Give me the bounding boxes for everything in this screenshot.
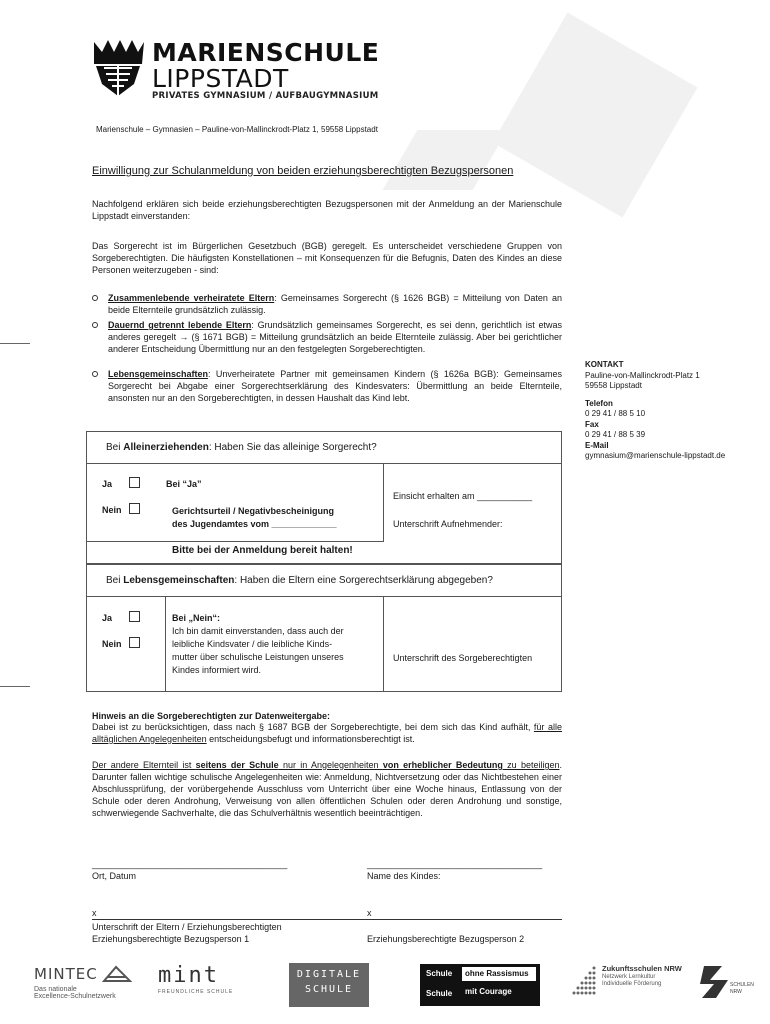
mintec-subline: Das nationale (34, 986, 77, 993)
table-divider (383, 596, 384, 692)
question-alleinerziehende: Bei Alleinerziehenden: Haben Sie das alleinige Sorgerecht? (106, 442, 377, 453)
person2-label: Erziehungsberechtigte Bezugsperson 2 (367, 934, 525, 944)
zukunft-title: Zukunftsschulen NRW (602, 964, 682, 973)
sor-smc-badge (420, 964, 540, 1006)
sor-schule-top: Schule (426, 969, 453, 978)
child-name-line: ___________________________________ (367, 859, 543, 869)
document-title: Einwilligung zur Schulanmeldung von beiden erziehungsberechtigten Bezugspersonen (92, 165, 514, 177)
place-date-label: Ort, Datum (92, 871, 137, 881)
ja-label: Ja (102, 479, 113, 489)
fax-label: Fax (585, 419, 599, 429)
email-label: E-Mail (585, 440, 609, 450)
nrw-label: NRW (730, 989, 742, 995)
table-divider (86, 596, 562, 597)
signature-receiver: Unterschrift Aufnehmender: (393, 519, 503, 529)
signature-x-2: x (367, 908, 372, 918)
contact-city: 59558 Lippstadt (585, 381, 642, 390)
mint-subline: FREUNDLICHE SCHULE (158, 989, 234, 995)
consent-line: mutter über schulische Leistungen unseres (172, 652, 344, 662)
digitale-line1: DIGITALE (296, 969, 362, 980)
signature-guardian: Unterschrift des Sorgeberechtigten (393, 653, 533, 663)
mint-wordmark: mint (158, 963, 219, 988)
bullet-item: Lebensgemeinschaften: Unverheiratete Partner mit gemeinsamen Kindern (§ 1626a BGB): Gemeinsames Sorgerecht bei Abgabe einer Sorgerechtserklärung des Kindesvaters: Übermittlung an beide Elternteile, ansonsten nur an den Sorgeberechtigten, in dessen Haushalt das Kind lebt. (108, 369, 562, 403)
consent-line: Ich bin damit einverstanden, dass auch der (172, 626, 344, 636)
dotted-triangle-icon (564, 964, 598, 998)
bei-nein-label: Bei „Nein“: (172, 613, 221, 623)
digitale-line2: SCHULE (304, 984, 354, 995)
zukunft-subline: Individuelle Förderung (602, 981, 662, 987)
place-date-line: _______________________________________ (92, 859, 288, 869)
zukunftsschulen-logo (564, 962, 694, 1002)
address-line: Marienschule – Gymnasien – Pauline-von-Mallinckrodt-Platz 1, 59558 Lippstadt (96, 125, 378, 134)
contact-block (585, 360, 765, 462)
ja-label: Ja (102, 613, 113, 623)
bullet-item: Dauernd getrennt lebende Eltern: Grundsätzlich gemeinsames Sorgerecht, es sei denn, gerichtlich ist etwas anderes geregelt → (§ 1671 BGB) = Mitteilung grundsätzlich an beide Elternteile zulässig. Aber bei gerichtlicher anderer Entscheidung Übermittlung nur an den festgelegten Sorgeberechtigten. (108, 320, 562, 354)
bei-ja-label: Bei “Ja” (166, 479, 202, 489)
consent-line: leibliche Kindsvater / die leibliche Kinds- (172, 639, 333, 649)
table-divider (165, 596, 166, 692)
school-name-line2: LIPPSTADT (152, 64, 289, 93)
sor-ohne-rassismus: ohne Rassismus (462, 967, 536, 981)
nein-checkbox[interactable] (129, 637, 140, 648)
mintec-logo (34, 965, 134, 1015)
bullet-item: Zusammenlebende verheiratete Eltern: Gemeinsames Sorgerecht (§ 1626 BGB) = Mitteilung von Daten an beide Elternteile grundsätzlich zulässig. (108, 293, 562, 315)
sor-schule-bottom: Schule (426, 989, 453, 998)
question-lebensgemeinschaften: Bei Lebensgemeinschaften: Haben die Eltern eine Sorgerechtserklärung abgegeben? (106, 575, 493, 586)
urteil-line1: Gerichtsurteil / Negativbescheinigung (172, 506, 335, 516)
nein-label: Nein (102, 505, 122, 515)
signature-x-1: x (92, 908, 97, 918)
bullet-icon (92, 322, 98, 328)
person1-label: Erziehungsberechtigte Bezugsperson 1 (92, 934, 250, 944)
margin-mark (0, 686, 30, 687)
nein-label: Nein (102, 639, 122, 649)
ja-checkbox[interactable] (129, 611, 140, 622)
zukunft-subline: Netzwerk Lernkultur (602, 974, 656, 980)
signature-line (92, 919, 562, 920)
sor-mit-courage: mit Courage (465, 987, 512, 996)
nein-checkbox[interactable] (129, 503, 140, 514)
table-divider (383, 463, 384, 541)
consent-line: Kindes informiert wird. (172, 665, 262, 675)
received-date: Einsicht erhalten am ___________ (393, 491, 533, 501)
mintec-wordmark: MINTEC (34, 965, 98, 983)
margin-mark (0, 343, 30, 344)
mint-logo (158, 965, 258, 1010)
schulen-nrw-logo (700, 962, 764, 1012)
contact-street: Pauline-von-Mallinckrodt-Platz 1 (585, 370, 700, 380)
urteil-line2: des Jugendamtes vom _____________ (172, 519, 337, 529)
table-divider (86, 463, 562, 464)
digitale-schule-logo (289, 963, 369, 1007)
mintec-mark-icon (102, 965, 132, 983)
fax-number: 0 29 41 / 88 5 39 (585, 430, 646, 439)
nrw-label: SCHULEN (730, 982, 754, 988)
parents-signature-label: Unterschrift der Eltern / Erziehungsberechtigten (92, 922, 282, 932)
paragraph-sorgerecht: Das Sorgerecht ist im Bürgerlichen Gesetzbuch (BGB) geregelt. Es unterscheidet verschiedene Gruppen von Sorgeberechtigten. Die häufigsten Konstellationen – mit Konsequenzen für die Befugnis, Daten des Kindes an diese Personen weiterzugeben - sind: (92, 241, 562, 275)
school-tagline: PRIVATES GYMNASIUM / AUFBAUGYMNASIUM (152, 91, 379, 101)
school-logo (90, 38, 146, 98)
contact-heading: KONTAKT (585, 360, 624, 369)
bullet-icon (92, 371, 98, 377)
bring-note: Bitte bei der Anmeldung bereit halten! (172, 545, 353, 556)
intro-text: Nachfolgend erklären sich beide erziehungsberechtigten Bezugspersonen mit der Anmeldung an der Marienschule Lippstadt einverstanden: (92, 199, 562, 221)
crown-icon (90, 38, 146, 98)
table-divider (86, 541, 384, 542)
phone-label: Telefon (585, 398, 613, 408)
mintec-subline: Excellence-Schulnetzwerk (34, 993, 116, 1000)
phone-number: 0 29 41 / 88 5 10 (585, 409, 646, 418)
ja-checkbox[interactable] (129, 477, 140, 488)
school-name-line1: MARIENSCHULE (152, 38, 380, 67)
hinweis-heading: Hinweis an die Sorgeberechtigten zur Datenweitergabe: (92, 711, 331, 721)
background-shape (493, 13, 698, 218)
bullet-icon (92, 295, 98, 301)
background-shape (383, 130, 508, 190)
hinweis-paragraph2: Der andere Elternteil ist seitens der Schule nur in Angelegenheiten von erheblicher Bedeutung zu beteiligen. Darunter fallen wichtige schulische Angelegenheiten wie: Anmeldung, Nichtversetzung oder das Nichtbestehen einer Abschlussprüfung, der vorübergehende Ausschluss vom Unterricht über eine Woche hinaus, Entlassung von der Schule oder deren Androhung, Verweisung von allen öffentlichen Schulen oder deren Androhung und sonstige, schwerwiegende Sachverhalte, die das Schulverhältnis wesentlich beeinträchtigen. (92, 760, 562, 818)
hinweis-text: Dabei ist zu berücksichtigen, dass nach § 1687 BGB der Sorgeberechtigte, bei dem sich das Kind aufhält, für alle alltäglichen Angelegenheiten entscheidungsbefugt und informationsberechtigt ist. (92, 722, 563, 744)
child-name-label: Name des Kindes: (367, 871, 441, 881)
email-address: gymnasium@marienschule-lippstadt.de (585, 451, 726, 460)
